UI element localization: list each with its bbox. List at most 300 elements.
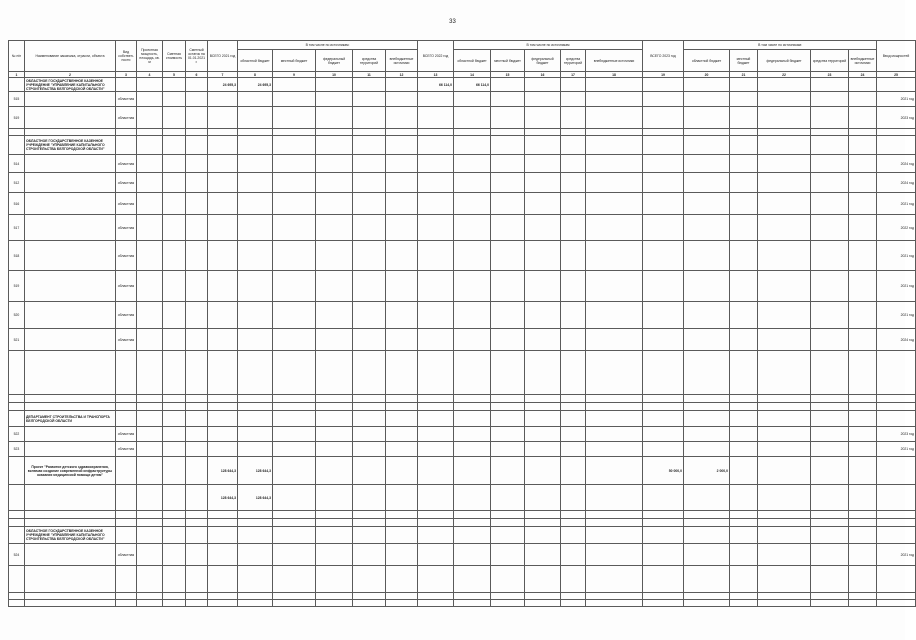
object-name-cell xyxy=(25,271,116,302)
local-2021-cell xyxy=(273,395,316,403)
regional-2021-cell xyxy=(238,193,273,215)
column-number: 8 xyxy=(238,72,273,78)
row-number-cell: 517 xyxy=(9,215,25,241)
local-2023-cell xyxy=(730,241,758,271)
territory-2023-cell xyxy=(811,395,849,403)
investment-table xyxy=(8,40,916,607)
local-2021-cell xyxy=(273,107,316,129)
remaining-cost-cell xyxy=(186,395,208,403)
estimated-cost-cell xyxy=(163,519,186,527)
territory-2023-cell xyxy=(811,215,849,241)
territory-2023-cell xyxy=(811,173,849,193)
territory-2023-cell xyxy=(811,329,849,351)
territory-2022-cell xyxy=(561,302,586,329)
federal-2023-cell xyxy=(758,427,811,442)
capacity-cell xyxy=(137,457,163,485)
federal-2022-cell xyxy=(525,155,561,173)
extra-2023-cell xyxy=(849,129,877,136)
total-2021-cell xyxy=(208,566,238,593)
header-2021-territory: средства территорий xyxy=(353,50,386,72)
federal-2023-cell xyxy=(758,271,811,302)
local-2021-cell xyxy=(273,241,316,271)
regional-2022-cell xyxy=(454,403,491,411)
capacity-cell xyxy=(137,395,163,403)
federal-2021-cell xyxy=(316,403,353,411)
territory-2021-cell xyxy=(353,566,386,593)
federal-2023-cell xyxy=(758,155,811,173)
total-2022-cell xyxy=(418,457,454,485)
capacity-cell xyxy=(137,92,163,107)
estimated-cost-cell xyxy=(163,442,186,457)
territory-2022-cell xyxy=(561,351,586,395)
total-2022-cell xyxy=(418,593,454,600)
federal-2022-cell xyxy=(525,395,561,403)
federal-2023-cell xyxy=(758,129,811,136)
territory-2021-cell xyxy=(353,519,386,527)
extra-2023-cell xyxy=(849,566,877,593)
total-2023-cell xyxy=(643,78,684,92)
row-number-cell: 516 xyxy=(9,193,25,215)
territory-2021-cell xyxy=(353,215,386,241)
table-row xyxy=(9,241,916,271)
regional-2021-cell xyxy=(238,427,273,442)
extra-2021-cell xyxy=(386,395,418,403)
ownership-cell: областная xyxy=(116,241,137,271)
local-2022-cell xyxy=(491,155,525,173)
extra-2022-cell xyxy=(586,271,643,302)
territory-2022-cell xyxy=(561,566,586,593)
capacity-cell xyxy=(137,485,163,511)
regional-2022-cell xyxy=(454,107,491,129)
federal-2021-cell xyxy=(316,78,353,92)
federal-2021-cell xyxy=(316,193,353,215)
local-2022-cell xyxy=(491,271,525,302)
extra-2022-cell xyxy=(586,351,643,395)
territory-2023-cell xyxy=(811,427,849,442)
territory-2023-cell xyxy=(811,241,849,271)
regional-2021-cell xyxy=(238,593,273,600)
federal-2021-cell xyxy=(316,173,353,193)
territory-2022-cell xyxy=(561,241,586,271)
header-incl-2022: В том числе по источникам xyxy=(454,41,643,50)
remaining-cost-cell xyxy=(186,442,208,457)
table-row xyxy=(9,600,916,607)
local-2022-cell xyxy=(491,329,525,351)
commission-year-cell xyxy=(877,129,916,136)
local-2021-cell xyxy=(273,302,316,329)
extra-2023-cell xyxy=(849,544,877,566)
territory-2022-cell xyxy=(561,173,586,193)
remaining-cost-cell xyxy=(186,593,208,600)
extra-2021-cell xyxy=(386,78,418,92)
total-2021-cell xyxy=(208,193,238,215)
object-name-cell: Проект "Развитие детского здравоохранения, включая создание современной инфраструктуры оказания медицинской помощи детям" xyxy=(25,457,116,485)
column-number: 5 xyxy=(163,72,186,78)
row-number-cell xyxy=(9,566,25,593)
total-2023-cell xyxy=(643,155,684,173)
local-2023-cell xyxy=(730,129,758,136)
extra-2023-cell xyxy=(849,485,877,511)
federal-2022-cell xyxy=(525,457,561,485)
commission-year-cell: 2023 год xyxy=(877,427,916,442)
federal-2023-cell xyxy=(758,136,811,155)
federal-2023-cell xyxy=(758,173,811,193)
local-2022-cell xyxy=(491,193,525,215)
ownership-cell xyxy=(116,78,137,92)
regional-2023-cell xyxy=(684,215,730,241)
commission-year-cell xyxy=(877,566,916,593)
territory-2021-cell xyxy=(353,107,386,129)
capacity-cell xyxy=(137,442,163,457)
total-2021-cell xyxy=(208,519,238,527)
regional-2023-cell xyxy=(684,519,730,527)
territory-2022-cell xyxy=(561,411,586,427)
remaining-cost-cell xyxy=(186,302,208,329)
extra-2021-cell xyxy=(386,329,418,351)
local-2023-cell xyxy=(730,600,758,607)
header-2023-federal: федеральный бюджет xyxy=(758,50,811,72)
ownership-cell: областная xyxy=(116,271,137,302)
extra-2021-cell xyxy=(386,544,418,566)
extra-2021-cell xyxy=(386,600,418,607)
table-row xyxy=(9,155,916,173)
territory-2023-cell xyxy=(811,544,849,566)
local-2023-cell xyxy=(730,329,758,351)
regional-2023-cell xyxy=(684,351,730,395)
local-2022-cell xyxy=(491,107,525,129)
federal-2022-cell xyxy=(525,351,561,395)
capacity-cell xyxy=(137,411,163,427)
local-2021-cell xyxy=(273,136,316,155)
total-2022-cell xyxy=(418,92,454,107)
table-row xyxy=(9,427,916,442)
regional-2021-cell xyxy=(238,519,273,527)
local-2021-cell xyxy=(273,427,316,442)
extra-2021-cell xyxy=(386,241,418,271)
estimated-cost-cell xyxy=(163,215,186,241)
ownership-cell xyxy=(116,511,137,519)
total-2022-cell xyxy=(418,427,454,442)
total-2022-cell xyxy=(418,302,454,329)
territory-2022-cell xyxy=(561,215,586,241)
capacity-cell xyxy=(137,241,163,271)
total-2023-cell xyxy=(643,403,684,411)
local-2023-cell xyxy=(730,173,758,193)
local-2023-cell xyxy=(730,92,758,107)
local-2021-cell xyxy=(273,519,316,527)
total-2022-cell xyxy=(418,566,454,593)
regional-2021-cell xyxy=(238,241,273,271)
total-2021-cell xyxy=(208,593,238,600)
regional-2022-cell xyxy=(454,600,491,607)
territory-2022-cell xyxy=(561,107,586,129)
total-2022-cell xyxy=(418,215,454,241)
federal-2023-cell xyxy=(758,215,811,241)
row-number-cell: 520 xyxy=(9,302,25,329)
capacity-cell xyxy=(137,566,163,593)
extra-2022-cell xyxy=(586,173,643,193)
territory-2023-cell xyxy=(811,403,849,411)
regional-2021-cell: 128 644,3 xyxy=(238,485,273,511)
federal-2023-cell xyxy=(758,485,811,511)
header-2023-territory: средства территорий xyxy=(811,50,849,72)
regional-2021-cell xyxy=(238,442,273,457)
header-2022-federal: федеральный бюджет xyxy=(525,50,561,72)
ownership-cell xyxy=(116,485,137,511)
column-number: 14 xyxy=(454,72,491,78)
row-number-cell: 521 xyxy=(9,329,25,351)
federal-2023-cell xyxy=(758,457,811,485)
header-incl-2021: В том числе по источникам: xyxy=(238,41,418,50)
column-number: 17 xyxy=(561,72,586,78)
federal-2022-cell xyxy=(525,411,561,427)
federal-2022-cell xyxy=(525,78,561,92)
extra-2023-cell xyxy=(849,92,877,107)
object-name-cell xyxy=(25,173,116,193)
extra-2022-cell xyxy=(586,485,643,511)
estimated-cost-cell xyxy=(163,600,186,607)
federal-2023-cell xyxy=(758,395,811,403)
territory-2022-cell xyxy=(561,544,586,566)
row-number-cell: 515 xyxy=(9,92,25,107)
territory-2021-cell xyxy=(353,302,386,329)
federal-2022-cell xyxy=(525,485,561,511)
extra-2022-cell xyxy=(586,395,643,403)
territory-2023-cell xyxy=(811,351,849,395)
extra-2022-cell xyxy=(586,155,643,173)
territory-2023-cell xyxy=(811,92,849,107)
local-2022-cell xyxy=(491,519,525,527)
commission-year-cell xyxy=(877,527,916,544)
extra-2021-cell xyxy=(386,527,418,544)
local-2023-cell xyxy=(730,395,758,403)
capacity-cell xyxy=(137,527,163,544)
local-2022-cell xyxy=(491,442,525,457)
column-number: 3 xyxy=(116,72,137,78)
regional-2023-cell xyxy=(684,427,730,442)
column-number: 21 xyxy=(730,72,758,78)
column-number: 4 xyxy=(137,72,163,78)
column-number: 16 xyxy=(525,72,561,78)
table-row xyxy=(9,173,916,193)
territory-2021-cell xyxy=(353,271,386,302)
territory-2021-cell xyxy=(353,329,386,351)
federal-2021-cell xyxy=(316,241,353,271)
local-2022-cell xyxy=(491,593,525,600)
territory-2022-cell xyxy=(561,395,586,403)
remaining-cost-cell xyxy=(186,527,208,544)
regional-2021-cell: 128 644,3 xyxy=(238,457,273,485)
territory-2021-cell xyxy=(353,351,386,395)
table-row xyxy=(9,403,916,411)
territory-2022-cell xyxy=(561,485,586,511)
extra-2022-cell xyxy=(586,302,643,329)
federal-2023-cell xyxy=(758,566,811,593)
ownership-cell: областная xyxy=(116,215,137,241)
local-2021-cell xyxy=(273,129,316,136)
territory-2021-cell xyxy=(353,427,386,442)
regional-2023-cell xyxy=(684,329,730,351)
extra-2022-cell xyxy=(586,427,643,442)
local-2021-cell xyxy=(273,351,316,395)
capacity-cell xyxy=(137,155,163,173)
ownership-cell: областная xyxy=(116,107,137,129)
extra-2021-cell xyxy=(386,457,418,485)
extra-2023-cell xyxy=(849,271,877,302)
regional-2021-cell: 24 695,3 xyxy=(238,78,273,92)
local-2022-cell xyxy=(491,92,525,107)
territory-2023-cell xyxy=(811,411,849,427)
row-number-cell: 522 xyxy=(9,427,25,442)
local-2021-cell xyxy=(273,600,316,607)
regional-2021-cell xyxy=(238,271,273,302)
total-2021-cell xyxy=(208,329,238,351)
local-2022-cell xyxy=(491,566,525,593)
total-2022-cell xyxy=(418,271,454,302)
column-number: 2 xyxy=(25,72,116,78)
regional-2022-cell xyxy=(454,302,491,329)
federal-2023-cell xyxy=(758,329,811,351)
estimated-cost-cell xyxy=(163,403,186,411)
total-2021-cell xyxy=(208,442,238,457)
estimated-cost-cell xyxy=(163,193,186,215)
object-name-cell xyxy=(25,302,116,329)
territory-2021-cell xyxy=(353,457,386,485)
extra-2022-cell xyxy=(586,600,643,607)
ownership-cell xyxy=(116,411,137,427)
estimated-cost-cell xyxy=(163,107,186,129)
extra-2021-cell xyxy=(386,511,418,519)
federal-2021-cell xyxy=(316,457,353,485)
federal-2022-cell xyxy=(525,427,561,442)
total-2022-cell xyxy=(418,527,454,544)
header-incl-2023: В том числе по источникам: xyxy=(684,41,877,50)
local-2022-cell xyxy=(491,395,525,403)
federal-2022-cell xyxy=(525,92,561,107)
federal-2023-cell xyxy=(758,544,811,566)
extra-2023-cell xyxy=(849,527,877,544)
local-2022-cell xyxy=(491,427,525,442)
federal-2021-cell xyxy=(316,155,353,173)
remaining-cost-cell xyxy=(186,155,208,173)
local-2023-cell xyxy=(730,511,758,519)
extra-2022-cell xyxy=(586,544,643,566)
extra-2023-cell xyxy=(849,215,877,241)
regional-2022-cell xyxy=(454,136,491,155)
regional-2022-cell xyxy=(454,485,491,511)
estimated-cost-cell xyxy=(163,411,186,427)
regional-2022-cell xyxy=(454,395,491,403)
total-2022-cell xyxy=(418,600,454,607)
local-2021-cell xyxy=(273,566,316,593)
regional-2022-cell xyxy=(454,193,491,215)
table-row xyxy=(9,485,916,511)
commission-year-cell: 2021 год xyxy=(877,271,916,302)
extra-2021-cell xyxy=(386,403,418,411)
header-2022-local: местный бюджет xyxy=(491,50,525,72)
extra-2021-cell xyxy=(386,302,418,329)
local-2022-cell xyxy=(491,457,525,485)
local-2023-cell xyxy=(730,411,758,427)
total-2023-cell xyxy=(643,544,684,566)
row-number-cell xyxy=(9,485,25,511)
regional-2023-cell xyxy=(684,271,730,302)
extra-2021-cell xyxy=(386,427,418,442)
column-number: 18 xyxy=(586,72,643,78)
total-2022-cell xyxy=(418,136,454,155)
column-number: 15 xyxy=(491,72,525,78)
capacity-cell xyxy=(137,511,163,519)
extra-2023-cell xyxy=(849,107,877,129)
total-2021-cell xyxy=(208,351,238,395)
total-2022-cell xyxy=(418,395,454,403)
extra-2021-cell xyxy=(386,193,418,215)
extra-2021-cell xyxy=(386,411,418,427)
total-2021-cell xyxy=(208,155,238,173)
federal-2021-cell xyxy=(316,600,353,607)
commission-year-cell xyxy=(877,511,916,519)
territory-2022-cell xyxy=(561,155,586,173)
capacity-cell xyxy=(137,351,163,395)
territory-2022-cell xyxy=(561,511,586,519)
extra-2021-cell xyxy=(386,442,418,457)
federal-2023-cell xyxy=(758,527,811,544)
territory-2022-cell xyxy=(561,136,586,155)
regional-2021-cell xyxy=(238,173,273,193)
regional-2022-cell xyxy=(454,442,491,457)
federal-2021-cell xyxy=(316,107,353,129)
territory-2023-cell xyxy=(811,155,849,173)
object-name-cell xyxy=(25,329,116,351)
remaining-cost-cell xyxy=(186,329,208,351)
territory-2022-cell xyxy=(561,600,586,607)
commission-year-cell xyxy=(877,78,916,92)
federal-2023-cell xyxy=(758,519,811,527)
column-number: 24 xyxy=(849,72,877,78)
page-number: 33 xyxy=(449,19,456,25)
territory-2023-cell xyxy=(811,511,849,519)
extra-2023-cell xyxy=(849,329,877,351)
column-number: 25 xyxy=(877,72,916,78)
object-name-cell xyxy=(25,241,116,271)
territory-2021-cell xyxy=(353,78,386,92)
total-2023-cell xyxy=(643,527,684,544)
extra-2023-cell xyxy=(849,411,877,427)
total-2023-cell xyxy=(643,136,684,155)
local-2022-cell xyxy=(491,215,525,241)
capacity-cell xyxy=(137,193,163,215)
capacity-cell xyxy=(137,136,163,155)
territory-2022-cell xyxy=(561,457,586,485)
total-2021-cell xyxy=(208,395,238,403)
row-number-cell xyxy=(9,351,25,395)
ownership-cell xyxy=(116,403,137,411)
local-2022-cell xyxy=(491,241,525,271)
estimated-cost-cell xyxy=(163,136,186,155)
federal-2022-cell xyxy=(525,136,561,155)
extra-2021-cell xyxy=(386,271,418,302)
commission-year-cell xyxy=(877,593,916,600)
object-name-cell xyxy=(25,92,116,107)
extra-2022-cell xyxy=(586,136,643,155)
commission-year-cell xyxy=(877,600,916,607)
local-2023-cell xyxy=(730,136,758,155)
federal-2023-cell xyxy=(758,78,811,92)
extra-2022-cell xyxy=(586,593,643,600)
regional-2022-cell xyxy=(454,527,491,544)
territory-2022-cell xyxy=(561,271,586,302)
local-2022-cell xyxy=(491,511,525,519)
